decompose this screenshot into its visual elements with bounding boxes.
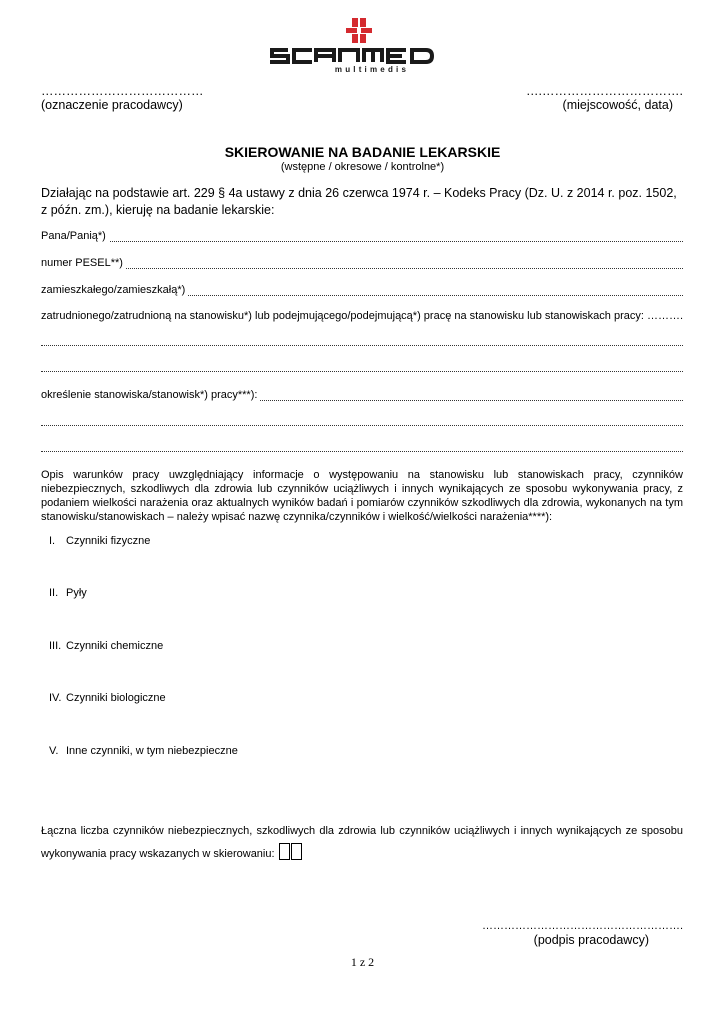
factor-number: II.	[49, 587, 59, 599]
factor-number: I.	[49, 535, 56, 547]
factor-number: III.	[49, 640, 62, 652]
intro-line-1: Działając na podstawie art. 229 § 4a ustawy z dnia 26 czerwca 1974 r. – Kodeks Pracy (Dz. U. z 2014 r. poz. 1502,	[41, 186, 677, 200]
factor-item	[49, 745, 238, 757]
factor-item	[49, 640, 163, 652]
conditions-line-4: stanowisku/stanowiskach – należy wpisać nazwę czynnika/czynników i wielkość/wielkości narażenia****):	[41, 511, 553, 523]
factor-item	[49, 535, 150, 547]
conditions-line-1: Opis warunków pracy uwzględniający informacje o występowaniu na stanowisku lub stanowiskach pracy, czynników	[41, 469, 683, 481]
position-label: określenie stanowiska/stanowisk*) pracy***):	[41, 389, 260, 401]
employer-label: (oznaczenie pracodawcy)	[41, 98, 183, 112]
document-subtitle: (wstępne / okresowe / kontrolne*)	[280, 161, 445, 173]
factor-label: Inne czynniki, w tym niebezpieczne	[66, 745, 238, 757]
conditions-line-3: podaniem wielkości narażenia oraz aktualnych wyników badań i pomiarów czynników szkodliwych dla zdrowia, wykonanych na tym	[41, 497, 683, 509]
employed-label: zatrudnionego/zatrudnioną na stanowisku*) lub podejmującego/podejmującą*) pracę na stanowisku lub stanowiskach pracy: ……….	[41, 310, 684, 322]
scanmed-logo-graphic	[268, 18, 460, 72]
pesel-label: numer PESEL**)	[41, 257, 126, 269]
factor-label: Czynniki biologiczne	[66, 692, 166, 704]
position-field[interactable]	[41, 389, 683, 403]
pesel-field[interactable]	[41, 257, 683, 271]
position-line-2[interactable]	[41, 450, 683, 452]
factor-label: Czynniki chemiczne	[66, 640, 164, 652]
intro-line-2: z późn. zm.), kieruję na badanie lekarskie:	[41, 203, 275, 217]
factor-number: V.	[49, 745, 59, 757]
total-line-2: wykonywania pracy wskazanych w skierowaniu:	[41, 848, 275, 860]
factor-number: IV.	[49, 692, 62, 704]
person-field[interactable]	[41, 230, 683, 244]
address-label: zamieszkałego/zamieszkałą*)	[41, 284, 188, 296]
company-logo	[268, 18, 460, 72]
conditions-line-2: niebezpiecznych, szkodliwych dla zdrowia lub czynników uciążliwych i innych wynikających ze sposobu wykonywania pracy, z	[41, 483, 683, 495]
employer-dots: …………………………………	[41, 84, 204, 98]
factor-label: Pyły	[66, 587, 87, 599]
factor-item	[49, 587, 87, 599]
factor-label: Czynniki fizyczne	[66, 535, 151, 547]
place-date-label: (miejscowość, data)	[562, 98, 673, 112]
employed-line-2[interactable]	[41, 370, 683, 372]
address-field[interactable]	[41, 284, 683, 298]
total-line-2-wrap	[41, 843, 302, 860]
person-label: Pana/Panią*)	[41, 230, 109, 242]
place-date-dots: ….…………………………….	[526, 84, 683, 98]
signature-label: (podpis pracodawcy)	[533, 933, 649, 947]
page-number: 1 z 2	[350, 955, 375, 969]
logo-subtitle: multimedis	[334, 65, 410, 72]
factor-item	[49, 692, 166, 704]
count-box-2[interactable]	[291, 843, 302, 860]
document-title: SKIEROWANIE NA BADANIE LEKARSKIE	[224, 144, 501, 160]
signature-dots: ……………………………………………….	[481, 920, 683, 932]
employed-line-1[interactable]	[41, 344, 683, 346]
count-box-1[interactable]	[279, 843, 290, 860]
total-line-1: Łączna liczba czynników niebezpiecznych, szkodliwych dla zdrowia lub czynników uciążliwych i innych wynikających ze sposobu	[41, 825, 683, 837]
position-line-1[interactable]	[41, 424, 683, 426]
